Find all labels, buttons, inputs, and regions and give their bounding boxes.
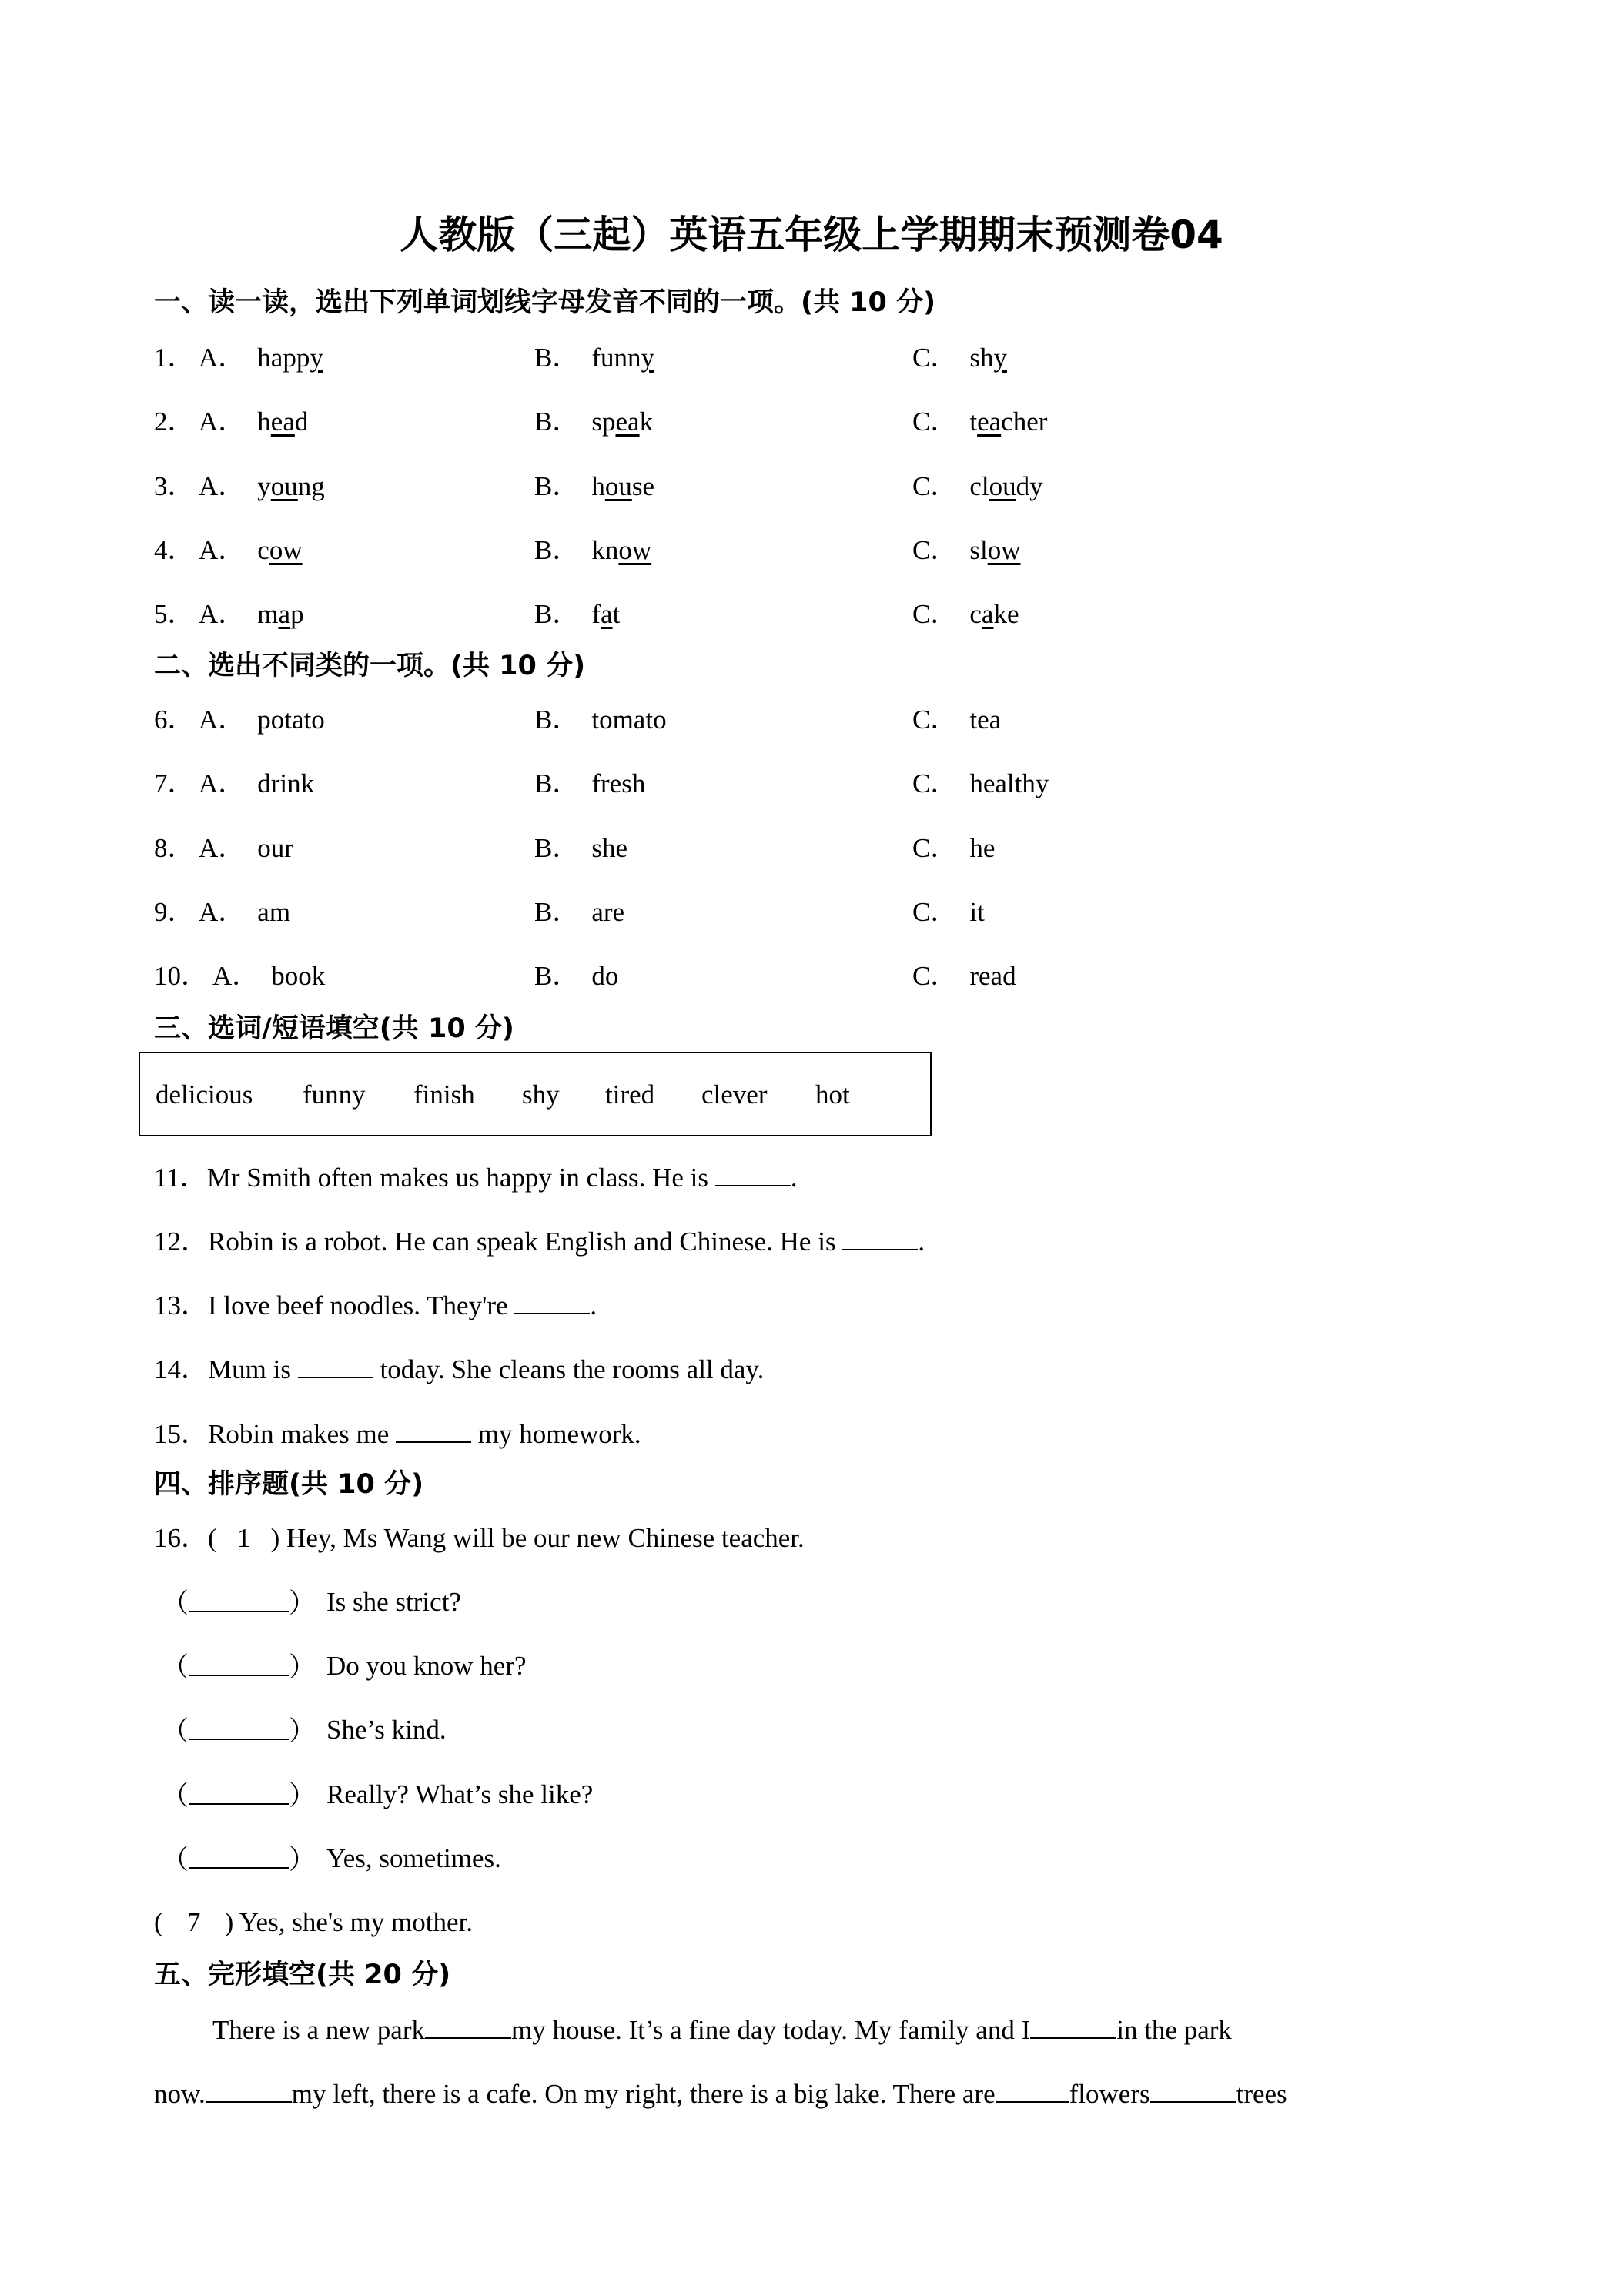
order-blank[interactable] bbox=[189, 1583, 289, 1612]
ordering-item: （ ） Really? What’s she like? bbox=[162, 1776, 316, 1816]
ordering-first-line: 16．( 1 ) Hey, Ms Wang will be our new Chinese teacher. bbox=[154, 1519, 805, 1558]
cloze-blank[interactable] bbox=[1150, 2073, 1236, 2103]
option-c: C． shy bbox=[912, 343, 1007, 373]
answer-blank[interactable] bbox=[396, 1414, 471, 1443]
word-bank-item: hot bbox=[815, 1079, 850, 1110]
underlined-letters: ou bbox=[604, 471, 632, 501]
option-a: A． am bbox=[199, 897, 291, 927]
order-blank[interactable] bbox=[189, 1839, 289, 1869]
order-blank[interactable] bbox=[189, 1776, 289, 1805]
option-a: A． book bbox=[212, 961, 326, 991]
option-a: A． young bbox=[199, 471, 325, 501]
word-bank-item: delicious bbox=[156, 1079, 253, 1110]
fill-in-sentence: 11．Mr Smith often makes us happy in class. He is . bbox=[154, 1157, 798, 1197]
underlined-letters: y bbox=[993, 343, 1007, 373]
option-c: C． cloudy bbox=[912, 471, 1043, 501]
underlined-letters: y bbox=[641, 343, 655, 373]
option-c: C． tea bbox=[912, 705, 1002, 735]
page-title: 人教版（三起）英语五年级上学期期末预测卷04 bbox=[400, 213, 1223, 257]
word-bank-item: finish bbox=[413, 1079, 475, 1110]
order-blank[interactable] bbox=[189, 1711, 289, 1740]
question-number: 9． bbox=[154, 897, 195, 927]
option-c: C． it bbox=[912, 897, 985, 927]
underlined-letters: ow bbox=[269, 535, 303, 565]
option-c: C． he bbox=[912, 833, 996, 863]
word-bank-box bbox=[139, 1052, 932, 1136]
cloze-blank[interactable] bbox=[1030, 2010, 1116, 2039]
option-b: B． fat bbox=[534, 599, 621, 629]
option-a: A． head bbox=[199, 407, 309, 437]
option-b: B． tomato bbox=[534, 705, 667, 735]
question-number: 2． bbox=[154, 407, 195, 437]
option-a: A． potato bbox=[199, 705, 325, 735]
option-a: A． map bbox=[199, 599, 304, 629]
option-b: B． house bbox=[534, 471, 655, 501]
word-bank-item: shy bbox=[522, 1079, 560, 1110]
underlined-letters: ou bbox=[270, 471, 298, 501]
question-number: 6． bbox=[154, 705, 195, 735]
ordering-item: （ ） Yes, sometimes. bbox=[162, 1839, 316, 1879]
option-c: C． healthy bbox=[912, 768, 1049, 798]
option-b: B． she bbox=[534, 833, 628, 863]
ordering-item: （ ） Is she strict? bbox=[162, 1583, 316, 1623]
option-b: B． are bbox=[534, 897, 625, 927]
order-number: 7 bbox=[186, 1907, 201, 1937]
fill-in-sentence: 14．Mum is today. She cleans the rooms all day. bbox=[154, 1349, 764, 1389]
option-a: A． drink bbox=[199, 768, 315, 798]
order-number: 1 bbox=[236, 1523, 251, 1553]
option-c: C． slow bbox=[912, 535, 1021, 565]
section-4-heading: 四、排序题(共 10 分) bbox=[154, 1469, 424, 1500]
cloze-blank[interactable] bbox=[425, 2010, 511, 2039]
question-number: 5． bbox=[154, 599, 195, 629]
fill-in-sentence: 15．Robin makes me my homework. bbox=[154, 1414, 641, 1454]
question-number: 7． bbox=[154, 768, 195, 798]
word-bank-item: clever bbox=[701, 1079, 768, 1110]
section-3-heading: 三、选词/短语填空(共 10 分) bbox=[154, 1013, 514, 1044]
underlined-letters: y bbox=[310, 343, 323, 373]
cloze-blank[interactable] bbox=[206, 2073, 292, 2103]
question-number: 3． bbox=[154, 471, 195, 501]
option-b: B． know bbox=[534, 535, 652, 565]
option-a: A． our bbox=[199, 833, 293, 863]
cloze-blank[interactable] bbox=[996, 2073, 1069, 2103]
option-c: C． read bbox=[912, 961, 1016, 991]
option-c: C． teacher bbox=[912, 407, 1048, 437]
underlined-letters: ow bbox=[987, 535, 1021, 565]
option-a: A． happy bbox=[199, 343, 323, 373]
answer-blank[interactable] bbox=[298, 1349, 373, 1378]
ordering-item: （ ） She’s kind. bbox=[162, 1711, 316, 1751]
answer-blank[interactable] bbox=[715, 1157, 791, 1186]
underlined-letters: a bbox=[278, 599, 291, 629]
word-bank-item: funny bbox=[303, 1079, 366, 1110]
section-5-heading: 五、完形填空(共 20 分) bbox=[154, 1960, 451, 1990]
question-number: 10． bbox=[154, 961, 209, 991]
question-number: 4． bbox=[154, 535, 195, 565]
fill-in-sentence: 12．Robin is a robot. He can speak English and Chinese. He is . bbox=[154, 1221, 925, 1261]
option-c: C． cake bbox=[912, 599, 1019, 629]
question-number: 1． bbox=[154, 343, 195, 373]
answer-blank[interactable] bbox=[514, 1285, 590, 1314]
option-b: B． do bbox=[534, 961, 619, 991]
underlined-letters: ou bbox=[989, 471, 1016, 501]
cloze-line-2: now. my left, there is a cafe. On my right, there is a big lake. There are flowers trees bbox=[154, 2073, 1287, 2114]
ordering-item: （ ） Do you know her? bbox=[162, 1647, 316, 1687]
answer-blank[interactable] bbox=[842, 1221, 918, 1250]
section-2-heading: 二、选出不同类的一项。(共 10 分) bbox=[154, 651, 586, 681]
ordering-last-line: ( 7 ) Yes, she's my mother. bbox=[154, 1903, 473, 1942]
underlined-letters: ea bbox=[270, 407, 295, 437]
word-bank-item: tired bbox=[605, 1079, 655, 1110]
option-b: B． fresh bbox=[534, 768, 646, 798]
cloze-line-1: There is a new park my house. It’s a fine day today. My family and I in the park bbox=[212, 2010, 1232, 2050]
order-blank[interactable] bbox=[189, 1647, 289, 1676]
question-number: 8． bbox=[154, 833, 195, 863]
option-b: B． funny bbox=[534, 343, 655, 373]
underlined-letters: a bbox=[981, 599, 994, 629]
option-a: A． cow bbox=[199, 535, 303, 565]
option-b: B． speak bbox=[534, 407, 654, 437]
fill-in-sentence: 13．I love beef noodles. They're . bbox=[154, 1285, 597, 1325]
underlined-letters: ea bbox=[615, 407, 640, 437]
underlined-letters: ow bbox=[618, 535, 652, 565]
underlined-letters: a bbox=[601, 599, 613, 629]
section-1-heading: 一、读一读，选出下列单词划线字母发音不同的一项。(共 10 分) bbox=[154, 287, 936, 318]
underlined-letters: ea bbox=[977, 407, 1002, 437]
